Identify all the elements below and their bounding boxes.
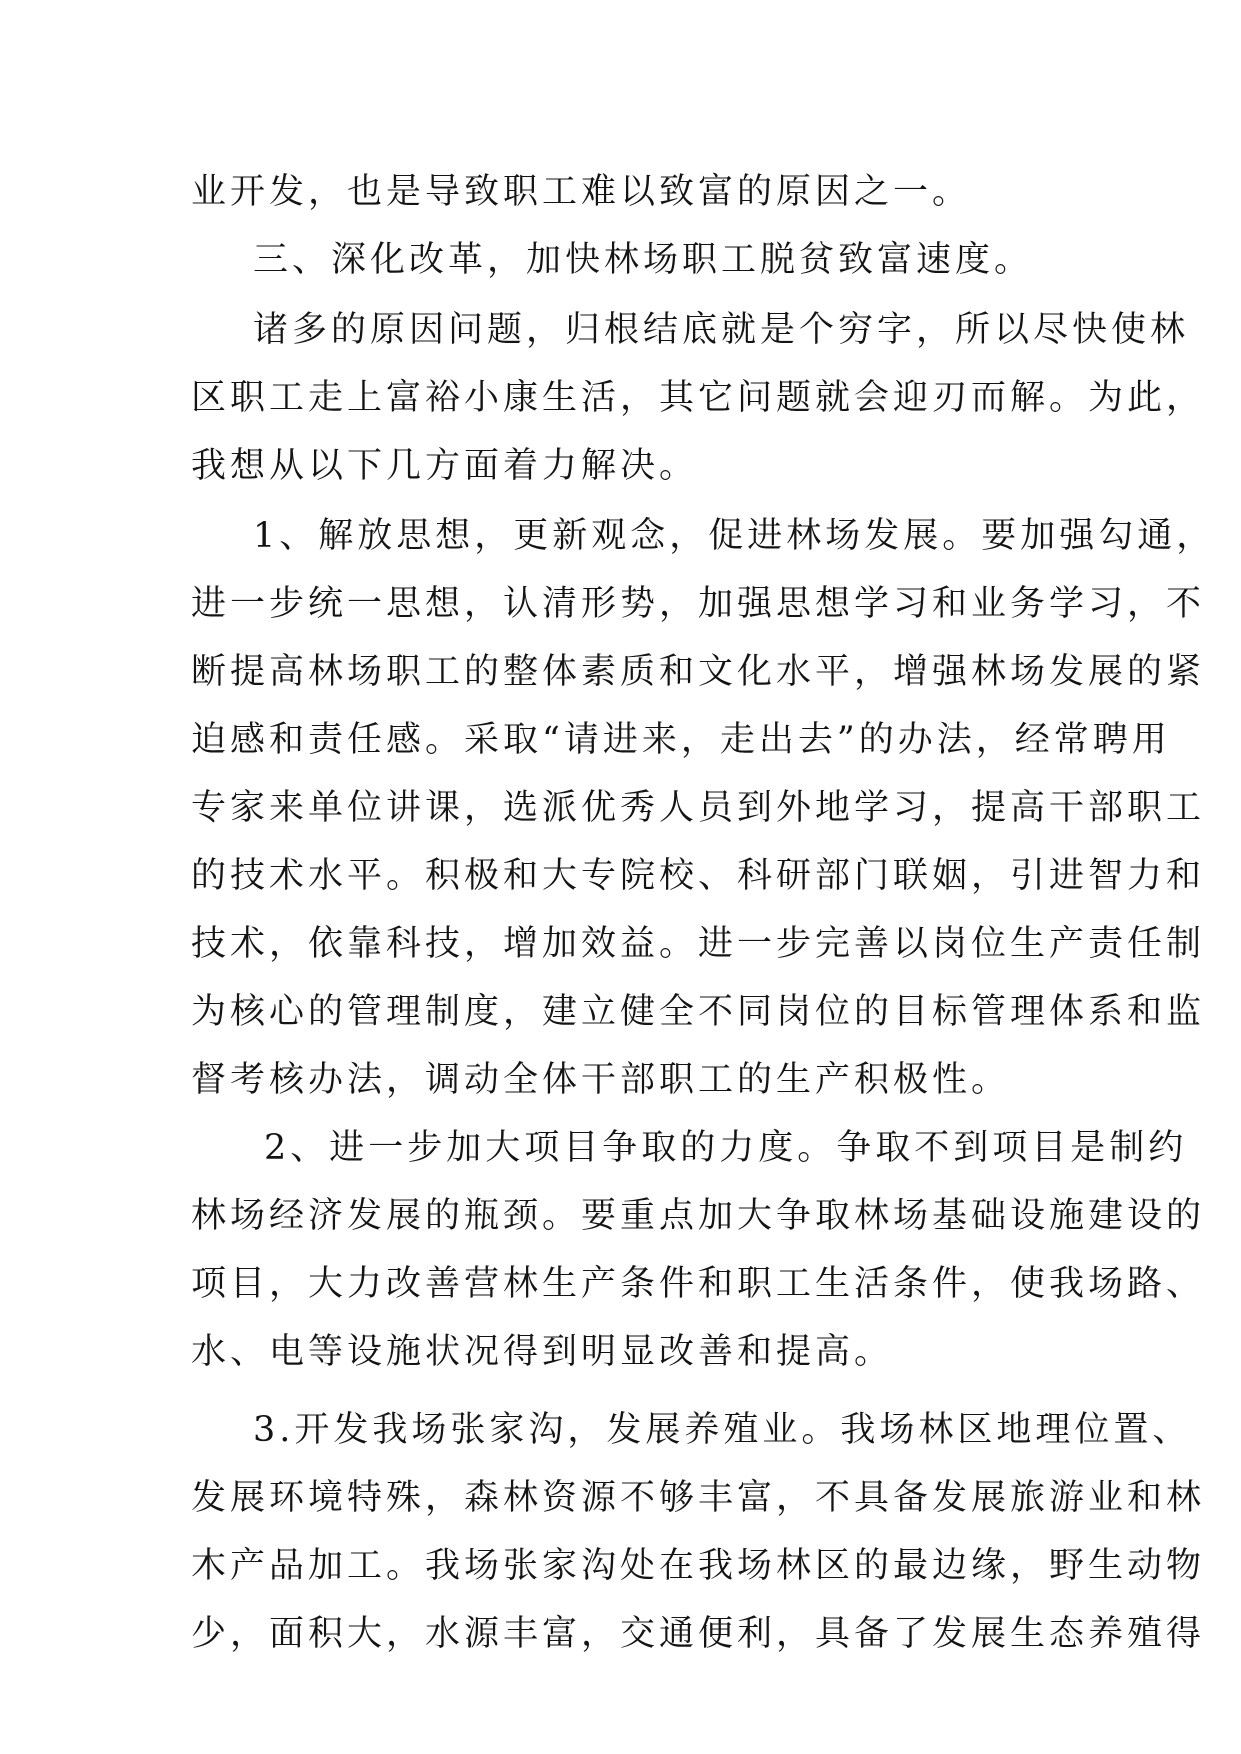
text-line: 少，面积大，水源丰富，交通便利，具备了发展生态养殖得	[191, 1614, 1206, 1654]
text-line: 迫感和责任感。采取“请进来，走出去”的办法，经常聘用	[191, 720, 1171, 760]
text-line: 断提高林场职工的整体素质和文化水平，增强林场发展的紧	[191, 652, 1206, 692]
text-line: 业开发，也是导致职工难以致富的原因之一。	[191, 172, 972, 212]
text-line: 技术，依靠科技，增加效益。进一步完善以岗位生产责任制	[191, 924, 1206, 964]
list-item-heading: 2、进一步加大项目争取的力度。争取不到项目是制约	[264, 1128, 1188, 1168]
text-line: 我想从以下几方面着力解决。	[191, 446, 699, 486]
text-line: 进一步统一思想，认清形势，加强思想学习和业务学习，不	[191, 584, 1206, 624]
text-line: 发展环境特殊，森林资源不够丰富，不具备发展旅游业和林	[191, 1478, 1206, 1518]
text-line: 为核心的管理制度，建立健全不同岗位的目标管理体系和监	[191, 992, 1206, 1032]
text-line: 项目，大力改善营林生产条件和职工生活条件，使我场路、	[191, 1264, 1206, 1304]
text-line: 林场经济发展的瓶颈。要重点加大争取林场基础设施建设的	[191, 1196, 1206, 1236]
text-line: 的技术水平。积极和大专院校、科研部门联姻，引进智力和	[191, 856, 1206, 896]
text-line: 专家来单位讲课，选派优秀人员到外地学习，提高干部职工	[191, 788, 1206, 828]
body-text	[191, 158, 1216, 1668]
text-line: 督考核办法，调动全体干部职工的生产积极性。	[191, 1060, 1011, 1100]
text-line: 木产品加工。我场张家沟处在我场林区的最边缘，野生动物	[191, 1546, 1206, 1586]
text-line: 诸多的原因问题，归根结底就是个穷字，所以尽快使林	[253, 310, 1190, 350]
text-line: 水、电等设施状况得到明显改善和提高。	[191, 1332, 894, 1372]
list-item-heading: 3.开发我场张家沟，发展养殖业。我场林区地理位置、	[253, 1410, 1192, 1450]
text-line: 区职工走上富裕小康生活，其它问题就会迎刃而解。为此，	[191, 378, 1206, 418]
section-heading: 三、深化改革，加快林场职工脱贫致富速度。	[253, 240, 1034, 280]
list-item-heading: 1、解放思想，更新观念，促进林场发展。要加强勾通，	[253, 516, 1216, 556]
